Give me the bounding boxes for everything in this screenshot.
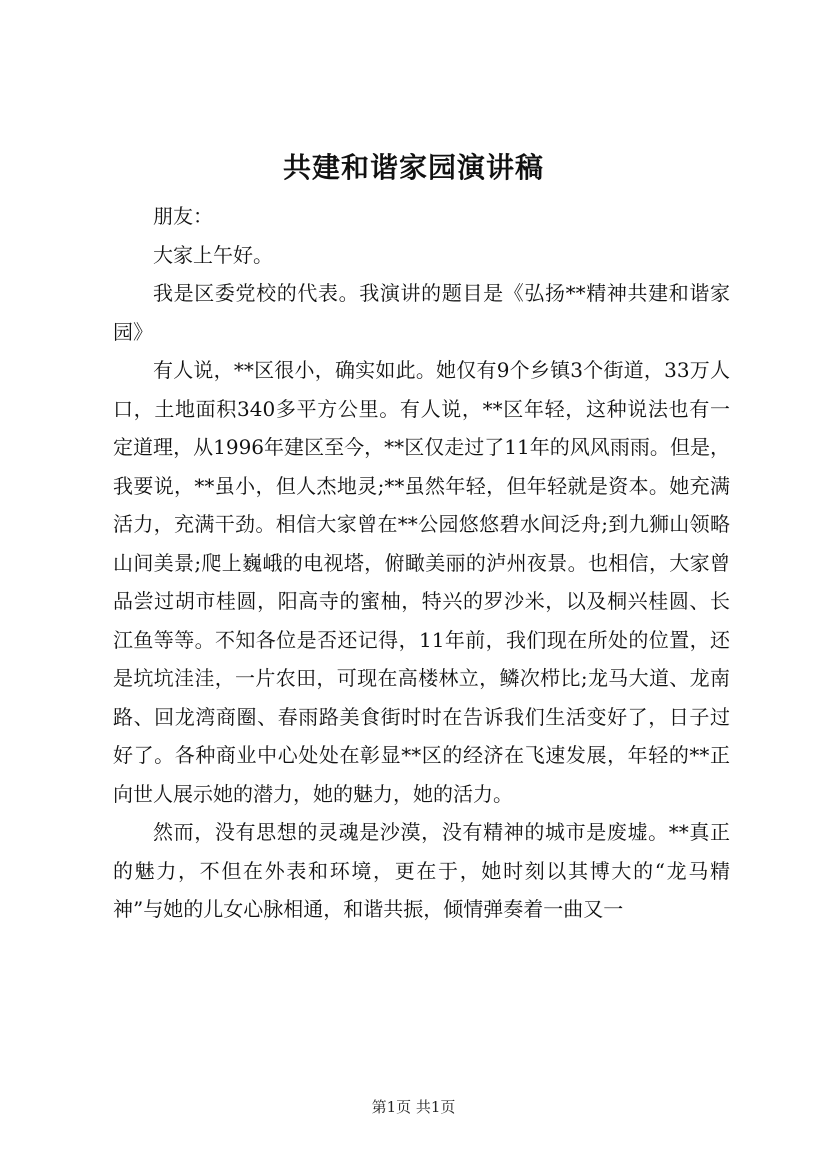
paragraph-salutation: 大家上午好。 [153, 242, 273, 267]
paragraph-spirit: 然而，没有思想的灵魂是沙漠，没有精神的城市是废墟。**真正的魅力，不但在外表和环境，更在于，她时刻以其博大的“龙马精神”与她的儿女心脉相通，和谐共振，倾情弹奏着一曲又一 [113, 820, 730, 921]
document-body [113, 197, 730, 929]
paragraph-greeting: 朋友： [153, 204, 213, 228]
page-footer: 第1页 共1页 [371, 1098, 456, 1116]
paragraph-introduction: 我是区委党校的代表。我演讲的题目是《弘扬**精神共建和谐家园》 [113, 281, 730, 344]
document-title: 共建和谐家园演讲稿 [282, 151, 544, 184]
paragraph-district-description: 有人说，**区很小，确实如此。她仅有9个乡镇3个街道，33万人口，土地面积340多平方公里。有人说，**区年轻，这种说法也有一定道理，从1996年建区至今，**区仅走过了11年的风风雨雨。但是，我要说，**虽小，但人杰地灵;**虽然年轻，但年轻就是资本。她充满活力，充满干劲。相信大家曾在**公园悠悠碧水间泛舟;到九狮山领略山间美景;爬上巍峨的电视塔，俯瞰美丽的泸州夜景。也相信，大家曾品尝过胡市桂圆，阳高寺的蜜柚，特兴的罗沙米，以及桐兴桂圆、长江鱼等等。不知各位是否还记得，11年前，我们现在所处的位置，还是坑坑洼洼，一片农田，可现在高楼林立，鳞次栉比;龙马大道、龙南路、回龙湾商圈、春雨路美食街时时在告诉我们生活变好了，日子过好了。各种商业中心处处在彰显**区的经济在飞速发展，年轻的**正向世人展示她的潜力，她的魅力，她的活力。 [113, 358, 730, 806]
